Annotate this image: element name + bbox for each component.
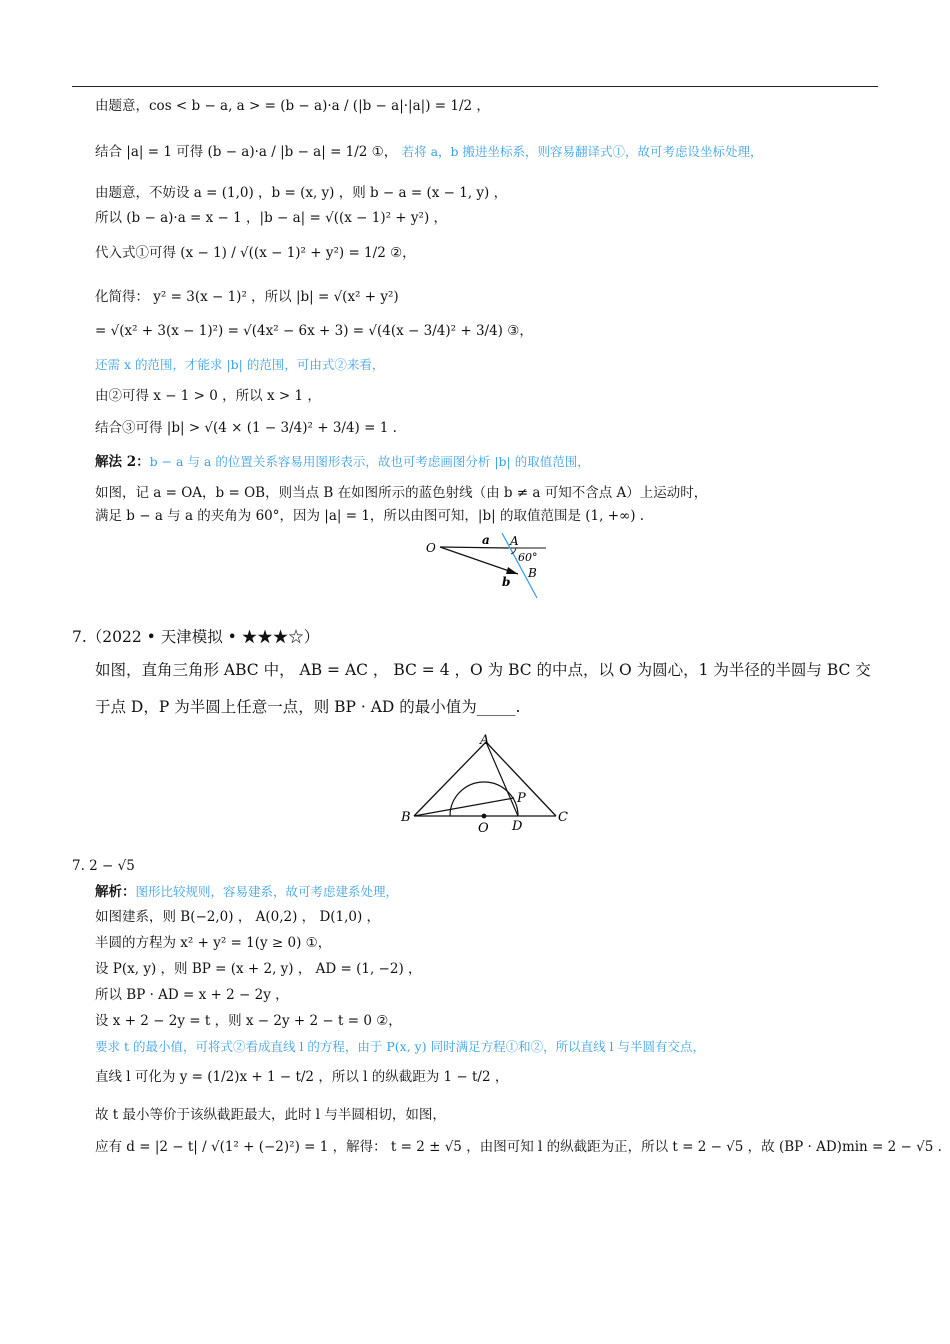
vector-b-arrowhead [506,567,518,574]
line-set-coords: 由题意，不妨设 a = (1,0) ，b = (x, y) ，则 b − a = (x − 1, y) ， [95,185,508,201]
line-simplify: 化简得： y² = 3(x − 1)² ，所以 |b| = √(x² + y²) [95,289,399,305]
line-tangent: 故 t 最小等价于该纵截距最大，此时 l 与半圆相切，如图， [95,1107,446,1123]
fig2-label-a: A [480,733,490,748]
problem7-line1: 如图，直角三角形 ABC 中， AB = AC ， BC = 4 ，O 为 BC 的中点，以 O 为圆心，1 为半径的半圆与 BC 交 [95,661,871,679]
fig2-label-p: P [517,791,526,806]
fig2-label-c: C [558,810,568,825]
vector-figure [420,528,560,600]
line-expand: = √(x² + 3(x − 1)²) = √(4x² − 6x + 3) = √(4(x − 3/4)² + 3/4) ③， [95,323,533,339]
segment-ad [486,742,518,816]
line-set-p: 设 P(x, y) ，则 BP = (x + 2, y) ， AD = (1, −2) ， [95,961,422,977]
tip-range-x: 还需 x 的范围，才能求 |b| 的范围，可由式②来看， [95,357,385,372]
line-cos-angle: 由题意，cos < b − a, a > = (b − a)·a / (|b − a|·|a|) = 1/2 ， [95,98,490,114]
tip-line-l: 要求 t 的最小值，可将式②看成直线 l 的方程，由于 P(x, y) 同时满足方程①和②，所以直线 l 与半圆有交点， [95,1039,706,1054]
fig2-label-b: B [401,810,411,825]
triangle-figure [396,728,576,836]
vector-b-line [440,547,518,574]
line-range-result: 满足 b − a 与 a 的夹角为 60°，因为 |a| = 1，所以由图可知，|b| 的取值范围是 (1, +∞) . [95,508,645,524]
problem7-header: 7.（2022 • 天津模拟 • ★★★☆） [72,628,320,646]
line-final: 应有 d = |2 − t| / √(1² + (−2)²) = 1 ，解得： t = 2 ± √5 ，由图可知 l 的纵截距为正，所以 t = 2 − √5 ，故 (BP · AD)min = 2 − √5 . [95,1139,942,1155]
line-substitute: 代入式①可得 (x − 1) / √((x − 1)² + y²) = 1/2 ②， [95,245,416,261]
fig2-label-o: O [478,821,489,836]
line-dot-product: 所以 (b − a)·a = x − 1 ，|b − a| = √((x − 1)² + y²) ， [95,210,448,226]
point-o [482,814,487,819]
fig1-angle: 60° [518,551,538,564]
answer7-head: 7. 2 − √5 [72,858,135,874]
vector-a-line [440,547,508,548]
line-method-2 [95,453,590,471]
method2-label: 解法 2： [95,454,150,470]
fig2-label-d: D [512,819,523,834]
fig1-label-o: O [426,541,436,555]
analysis-label: 解析： [95,884,136,900]
fig1-label-b: B [528,566,537,580]
line-dot: 所以 BP · AD = x + 2 − 2y ， [95,987,289,1003]
top-rule [72,86,878,87]
line-set-t: 设 x + 2 − 2y = t ，则 x − 2y + 2 − t = 0 ②， [95,1013,402,1029]
line-coords: 如图建系，则 B(−2,0) ， A(0,2) ， D(1,0) ， [95,909,381,925]
tip-build-coords: 图形比较规则，容易建系，故可考虑建系处理， [135,884,399,899]
tip-graph: b − a 与 a 的位置关系容易用图形表示，故也可考虑画图分析 |b| 的取值范围， [149,454,590,469]
line-conclusion: 结合③可得 |b| > √(4 × (1 − 3/4)² + 3/4) = 1 . [95,420,397,436]
line-figure-desc: 如图，记 a = OA，b = OB，则当点 B 在如图所示的蓝色射线（由 b ≠ a 可知不含点 A）上运动时， [95,485,708,501]
line-analysis [95,883,398,901]
line-x-gt-1: 由②可得 x − 1 > 0 ，所以 x > 1 ， [95,388,321,404]
line-combine-1 [95,143,763,161]
fig1-label-a-vec: a [482,533,490,547]
problem7-line2: 于点 D，P 为半圆上任意一点，则 BP · AD 的最小值为_____. [95,698,521,716]
fig1-label-a: A [510,534,519,548]
tip-coordinate: 若将 a，b 搬进坐标系，则容易翻译式①，故可考虑设坐标处理， [401,144,763,159]
line-semicircle-eq: 半圆的方程为 x² + y² = 1(y ≥ 0) ①， [95,935,332,951]
line-intercept: 直线 l 可化为 y = (1/2)x + 1 − t/2 ，所以 l 的纵截距为 1 − t/2 ， [95,1069,509,1085]
fig1-label-b-vec: b [502,575,511,589]
combine-main: 结合 |a| = 1 可得 (b − a)·a / |b − a| = 1/2 ①， [95,144,398,160]
